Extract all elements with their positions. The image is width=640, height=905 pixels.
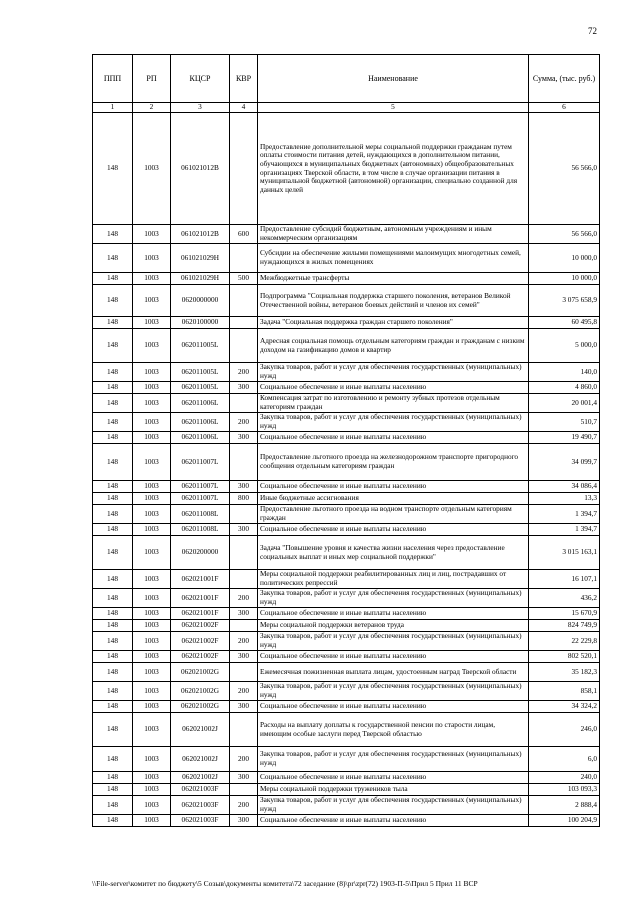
cell-kcsr: 062021003F — [171, 796, 230, 815]
cell-sum: 60 495,8 — [529, 317, 600, 329]
cell-ppp: 148 — [93, 784, 133, 796]
cell-sum: 858,1 — [529, 682, 600, 701]
cell-kvr — [230, 444, 258, 481]
cell-rp: 1003 — [133, 285, 171, 317]
table-row — [93, 524, 600, 536]
cell-sum: 13,3 — [529, 493, 600, 505]
cell-kvr: 300 — [230, 651, 258, 663]
cell-ppp: 148 — [93, 815, 133, 827]
cell-ppp: 148 — [93, 536, 133, 570]
cell-name: Социальное обеспечение и иные выплаты населению — [258, 701, 529, 713]
cell-sum: 15 670,9 — [529, 608, 600, 620]
cell-name: Социальное обеспечение и иные выплаты населению — [258, 382, 529, 394]
cell-kcsr: 062021002G — [171, 663, 230, 682]
cell-name: Межбюджетные трансферты — [258, 273, 529, 285]
cell-name: Иные бюджетные ассигнования — [258, 493, 529, 505]
column-number: 4 — [230, 103, 258, 113]
cell-kvr — [230, 113, 258, 225]
cell-sum: 1 394,7 — [529, 505, 600, 524]
cell-kcsr: 062011007L — [171, 444, 230, 481]
table-row — [93, 394, 600, 413]
table-row — [93, 481, 600, 493]
cell-kcsr: 062021002F — [171, 651, 230, 663]
cell-name: Социальное обеспечение и иные выплаты населению — [258, 481, 529, 493]
cell-name: Социальное обеспечение и иные выплаты населению — [258, 651, 529, 663]
cell-name: Закупка товаров, работ и услуг для обеспечения государственных (муниципальных) нужд — [258, 796, 529, 815]
cell-name: Адресная социальная помощь отдельным категориям граждан и гражданам с низким доходом на газификацию домов и квартир — [258, 329, 529, 363]
cell-kvr: 600 — [230, 225, 258, 244]
cell-name: Ежемесячная пожизненная выплата лицам, удостоенным наград Тверской области — [258, 663, 529, 682]
cell-kcsr: 062011008L — [171, 524, 230, 536]
cell-ppp: 148 — [93, 382, 133, 394]
column-number: 5 — [258, 103, 529, 113]
cell-sum: 20 001,4 — [529, 394, 600, 413]
cell-rp: 1003 — [133, 713, 171, 747]
cell-sum: 19 490,7 — [529, 432, 600, 444]
table-body — [93, 113, 600, 827]
page-number: 72 — [588, 26, 597, 36]
cell-ppp: 148 — [93, 285, 133, 317]
table-row — [93, 317, 600, 329]
cell-kvr — [230, 713, 258, 747]
cell-ppp: 148 — [93, 713, 133, 747]
cell-sum: 100 204,9 — [529, 815, 600, 827]
cell-kcsr: 061021012В — [171, 225, 230, 244]
table-row — [93, 244, 600, 273]
cell-kcsr: 062011006L — [171, 432, 230, 444]
cell-name: Предоставление льготного проезда на водном транспорте отдельным категориям граждан — [258, 505, 529, 524]
file-path-footer: \\File-server\комитет по бюджету\5 Созыв\документы комитета\72 заседание (8)\pr\zpr(72) 1903-П-5\Прил 5 Прил 11 ВСР — [92, 879, 478, 888]
cell-kcsr: 061021029Н — [171, 273, 230, 285]
table-row — [93, 113, 600, 225]
cell-rp: 1003 — [133, 382, 171, 394]
cell-sum: 140,0 — [529, 363, 600, 382]
cell-sum: 34 099,7 — [529, 444, 600, 481]
cell-ppp: 148 — [93, 432, 133, 444]
cell-kcsr: 062011007L — [171, 493, 230, 505]
cell-rp: 1003 — [133, 784, 171, 796]
table-row — [93, 382, 600, 394]
cell-kcsr: 062011005L — [171, 363, 230, 382]
table-row — [93, 747, 600, 772]
column-number: 2 — [133, 103, 171, 113]
cell-rp: 1003 — [133, 682, 171, 701]
cell-kcsr: 062021002J — [171, 713, 230, 747]
cell-kcsr: 062021002F — [171, 620, 230, 632]
cell-kvr — [230, 285, 258, 317]
header-kcsr: КЦСР — [171, 55, 230, 103]
table-row — [93, 815, 600, 827]
cell-rp: 1003 — [133, 394, 171, 413]
cell-sum: 34 324,2 — [529, 701, 600, 713]
cell-name: Социальное обеспечение и иные выплаты населению — [258, 772, 529, 784]
cell-sum: 10 000,0 — [529, 273, 600, 285]
table-row — [93, 505, 600, 524]
cell-kvr: 800 — [230, 493, 258, 505]
cell-rp: 1003 — [133, 444, 171, 481]
cell-rp: 1003 — [133, 505, 171, 524]
cell-ppp: 148 — [93, 505, 133, 524]
cell-kvr: 300 — [230, 608, 258, 620]
cell-ppp: 148 — [93, 413, 133, 432]
cell-sum: 824 749,9 — [529, 620, 600, 632]
cell-ppp: 148 — [93, 682, 133, 701]
cell-ppp: 148 — [93, 493, 133, 505]
cell-rp: 1003 — [133, 589, 171, 608]
cell-rp: 1003 — [133, 363, 171, 382]
cell-kcsr: 062011005L — [171, 329, 230, 363]
cell-kcsr: 062011008L — [171, 505, 230, 524]
cell-ppp: 148 — [93, 481, 133, 493]
cell-rp: 1003 — [133, 796, 171, 815]
header-rp: РП — [133, 55, 171, 103]
cell-kvr: 200 — [230, 589, 258, 608]
cell-rp: 1003 — [133, 536, 171, 570]
cell-rp: 1003 — [133, 570, 171, 589]
cell-name: Закупка товаров, работ и услуг для обеспечения государственных (муниципальных) нужд — [258, 632, 529, 651]
table-row — [93, 589, 600, 608]
cell-sum: 436,2 — [529, 589, 600, 608]
cell-ppp: 148 — [93, 329, 133, 363]
cell-ppp: 148 — [93, 663, 133, 682]
header-row — [93, 55, 600, 103]
cell-kcsr: 062021002F — [171, 632, 230, 651]
cell-kcsr: 062021002G — [171, 701, 230, 713]
cell-rp: 1003 — [133, 663, 171, 682]
cell-kvr: 300 — [230, 772, 258, 784]
cell-name: Закупка товаров, работ и услуг для обеспечения государственных (муниципальных) нужд — [258, 413, 529, 432]
cell-kcsr: 061021012В — [171, 113, 230, 225]
cell-kvr: 300 — [230, 524, 258, 536]
table-row — [93, 432, 600, 444]
cell-name: Закупка товаров, работ и услуг для обеспечения государственных (муниципальных) нужд — [258, 682, 529, 701]
cell-kvr — [230, 570, 258, 589]
cell-kvr — [230, 394, 258, 413]
cell-rp: 1003 — [133, 225, 171, 244]
cell-rp: 1003 — [133, 815, 171, 827]
table-row — [93, 796, 600, 815]
cell-ppp: 148 — [93, 570, 133, 589]
cell-sum: 2 888,4 — [529, 796, 600, 815]
cell-name: Меры социальной поддержки тружеников тыла — [258, 784, 529, 796]
cell-ppp: 148 — [93, 444, 133, 481]
cell-kvr: 300 — [230, 432, 258, 444]
cell-rp: 1003 — [133, 620, 171, 632]
table-row — [93, 225, 600, 244]
cell-ppp: 148 — [93, 524, 133, 536]
cell-name: Подпрограмма "Социальная поддержка старшего поколения, ветеранов Великой Отечественной войны, ветеранов боевых действий и членов их семей" — [258, 285, 529, 317]
cell-kvr: 300 — [230, 382, 258, 394]
cell-ppp: 148 — [93, 273, 133, 285]
cell-kvr — [230, 244, 258, 273]
cell-sum: 802 520,1 — [529, 651, 600, 663]
cell-rp: 1003 — [133, 329, 171, 363]
cell-kvr: 200 — [230, 682, 258, 701]
table-row — [93, 651, 600, 663]
budget-table — [92, 54, 600, 827]
cell-kvr: 500 — [230, 273, 258, 285]
cell-kcsr: 062011006L — [171, 413, 230, 432]
cell-sum: 4 860,0 — [529, 382, 600, 394]
cell-kvr: 300 — [230, 815, 258, 827]
header-ppp: ППП — [93, 55, 133, 103]
cell-ppp: 148 — [93, 225, 133, 244]
cell-ppp: 148 — [93, 747, 133, 772]
table-row — [93, 784, 600, 796]
cell-sum: 56 566,0 — [529, 113, 600, 225]
cell-sum: 5 000,0 — [529, 329, 600, 363]
cell-kvr — [230, 620, 258, 632]
cell-kvr: 200 — [230, 413, 258, 432]
cell-name: Предоставление субсидий бюджетным, автономным учреждениям и иным некоммерческим организациям — [258, 225, 529, 244]
cell-sum: 510,7 — [529, 413, 600, 432]
cell-ppp: 148 — [93, 701, 133, 713]
table-row — [93, 285, 600, 317]
cell-name: Субсидии на обеспечение жилыми помещениями малоимущих многодетных семей, нуждающихся в жилых помещениях — [258, 244, 529, 273]
cell-ppp: 148 — [93, 651, 133, 663]
cell-kcsr: 062011005L — [171, 382, 230, 394]
cell-name: Социальное обеспечение и иные выплаты населению — [258, 815, 529, 827]
cell-name: Предоставление льготного проезда на железнодорожном транспорте пригородного сообщения отдельным категориям граждан — [258, 444, 529, 481]
cell-kcsr: 062021002J — [171, 747, 230, 772]
cell-sum: 34 086,4 — [529, 481, 600, 493]
cell-rp: 1003 — [133, 244, 171, 273]
cell-kcsr: 061021029Н — [171, 244, 230, 273]
table-row — [93, 772, 600, 784]
cell-kvr: 200 — [230, 363, 258, 382]
cell-kcsr: 062021002G — [171, 682, 230, 701]
cell-kvr: 200 — [230, 632, 258, 651]
cell-sum: 240,0 — [529, 772, 600, 784]
header-kvr: КВР — [230, 55, 258, 103]
cell-kcsr: 062011007L — [171, 481, 230, 493]
cell-name: Компенсация затрат по изготовлению и ремонту зубных протезов отдельным категориям граждан — [258, 394, 529, 413]
cell-name: Закупка товаров, работ и услуг для обеспечения государственных (муниципальных) нужд — [258, 747, 529, 772]
table-row — [93, 329, 600, 363]
cell-kvr: 300 — [230, 701, 258, 713]
cell-rp: 1003 — [133, 524, 171, 536]
cell-kvr: 200 — [230, 796, 258, 815]
table-row — [93, 363, 600, 382]
cell-name: Задача "Социальная поддержка граждан старшего поколения" — [258, 317, 529, 329]
table-row — [93, 444, 600, 481]
cell-sum: 3 075 658,9 — [529, 285, 600, 317]
cell-rp: 1003 — [133, 701, 171, 713]
table-row — [93, 663, 600, 682]
cell-sum: 3 015 163,1 — [529, 536, 600, 570]
cell-kcsr: 062021001F — [171, 608, 230, 620]
cell-kcsr: 0620200000 — [171, 536, 230, 570]
cell-sum: 16 107,1 — [529, 570, 600, 589]
cell-ppp: 148 — [93, 394, 133, 413]
cell-kcsr: 062011006L — [171, 394, 230, 413]
cell-ppp: 148 — [93, 796, 133, 815]
table-row — [93, 536, 600, 570]
cell-sum: 1 394,7 — [529, 524, 600, 536]
table-row — [93, 620, 600, 632]
cell-name: Социальное обеспечение и иные выплаты населению — [258, 432, 529, 444]
table-row — [93, 273, 600, 285]
cell-name: Меры социальной поддержки реабилитированных лиц и лиц, пострадавших от политических репрессий — [258, 570, 529, 589]
table-row — [93, 608, 600, 620]
cell-kvr: 300 — [230, 481, 258, 493]
cell-kcsr: 0620100000 — [171, 317, 230, 329]
table-row — [93, 701, 600, 713]
cell-kcsr: 062021001F — [171, 570, 230, 589]
cell-name: Расходы на выплату доплаты к государственной пенсии по старости лицам, имеющим особые заслуги перед Тверской областью — [258, 713, 529, 747]
cell-name: Социальное обеспечение и иные выплаты населению — [258, 524, 529, 536]
cell-name: Задача "Повышение уровня и качества жизни населения через предоставление социальных выплат и иных мер социальной поддержки" — [258, 536, 529, 570]
cell-rp: 1003 — [133, 651, 171, 663]
header-name: Наименование — [258, 55, 529, 103]
cell-rp: 1003 — [133, 747, 171, 772]
cell-sum: 246,0 — [529, 713, 600, 747]
cell-sum: 103 093,3 — [529, 784, 600, 796]
header-sum: Сумма, (тыс. руб.) — [529, 55, 600, 103]
cell-rp: 1003 — [133, 273, 171, 285]
cell-sum: 35 182,3 — [529, 663, 600, 682]
cell-kvr: 200 — [230, 747, 258, 772]
table-row — [93, 570, 600, 589]
table-row — [93, 713, 600, 747]
cell-ppp: 148 — [93, 363, 133, 382]
table-row — [93, 682, 600, 701]
cell-sum: 56 566,0 — [529, 225, 600, 244]
cell-kcsr: 062021003F — [171, 784, 230, 796]
cell-ppp: 148 — [93, 620, 133, 632]
cell-name: Закупка товаров, работ и услуг для обеспечения государственных (муниципальных) нужд — [258, 363, 529, 382]
cell-rp: 1003 — [133, 772, 171, 784]
cell-kvr — [230, 784, 258, 796]
cell-kcsr: 062021003F — [171, 815, 230, 827]
table-row — [93, 413, 600, 432]
cell-ppp: 148 — [93, 589, 133, 608]
table-row — [93, 493, 600, 505]
cell-rp: 1003 — [133, 632, 171, 651]
cell-kvr — [230, 536, 258, 570]
cell-name: Предоставление дополнительной меры социальной поддержки гражданам путем оплаты стоимости питания детей, нуждающихся в дополнительном питании, обучающихся в муниципальных бюджетных (автономных) общеобразовательных организациях Тверской области, в том числе в случае организации питания в муниципальной бюджетной (автономной) организации, специально созданной для данных целей — [258, 113, 529, 225]
cell-rp: 1003 — [133, 317, 171, 329]
cell-rp: 1003 — [133, 481, 171, 493]
cell-rp: 1003 — [133, 493, 171, 505]
cell-sum: 22 229,8 — [529, 632, 600, 651]
cell-ppp: 148 — [93, 244, 133, 273]
cell-sum: 10 000,0 — [529, 244, 600, 273]
cell-kcsr: 0620000000 — [171, 285, 230, 317]
cell-kvr — [230, 505, 258, 524]
cell-name: Социальное обеспечение и иные выплаты населению — [258, 608, 529, 620]
cell-ppp: 148 — [93, 608, 133, 620]
cell-name: Закупка товаров, работ и услуг для обеспечения государственных (муниципальных) нужд — [258, 589, 529, 608]
cell-name: Меры социальной поддержки ветеранов труда — [258, 620, 529, 632]
cell-rp: 1003 — [133, 608, 171, 620]
column-number-row — [93, 103, 600, 113]
cell-kvr — [230, 329, 258, 363]
cell-rp: 1003 — [133, 432, 171, 444]
cell-kvr — [230, 663, 258, 682]
cell-ppp: 148 — [93, 317, 133, 329]
cell-rp: 1003 — [133, 413, 171, 432]
cell-sum: 6,0 — [529, 747, 600, 772]
cell-kcsr: 062021001F — [171, 589, 230, 608]
cell-ppp: 148 — [93, 632, 133, 651]
column-number: 3 — [171, 103, 230, 113]
cell-rp: 1003 — [133, 113, 171, 225]
cell-kcsr: 062021002J — [171, 772, 230, 784]
cell-ppp: 148 — [93, 772, 133, 784]
column-number: 6 — [529, 103, 600, 113]
cell-kvr — [230, 317, 258, 329]
column-number: 1 — [93, 103, 133, 113]
table-row — [93, 632, 600, 651]
cell-ppp: 148 — [93, 113, 133, 225]
